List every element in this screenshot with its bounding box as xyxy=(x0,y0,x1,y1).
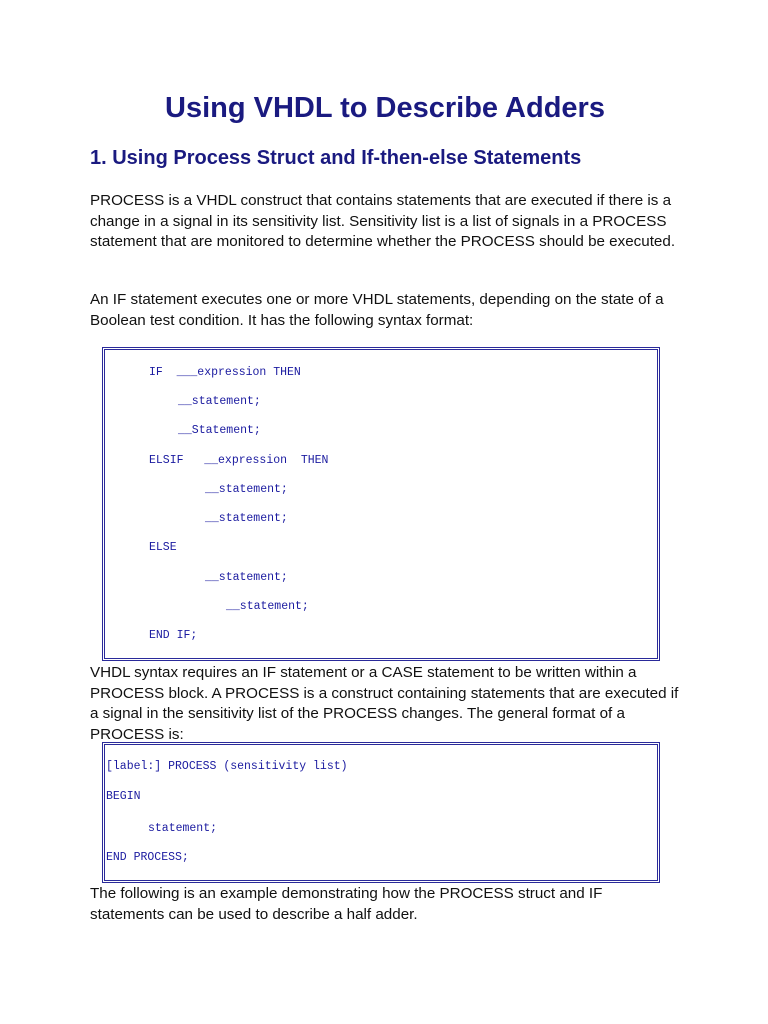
if-syntax-code-block xyxy=(102,347,660,661)
code-line: IF ___expression THEN xyxy=(149,366,301,379)
code-line: END IF; xyxy=(149,629,198,642)
code-line: END PROCESS; xyxy=(106,851,189,864)
paragraph-half-adder-example: The following is an example demonstrating how the PROCESS struct and IF statements can be used to describe a half adder. xyxy=(90,885,603,923)
code-line: ELSE xyxy=(149,541,177,554)
paragraph-process-intro: PROCESS is a VHDL construct that contains statements that are executed if there is a change in a signal in its sensitivity list. Sensitivity list is a list of signals in a PROCESS statement that are monitored to determine whether the PROCESS should be executed. xyxy=(90,192,676,250)
document-title: Using VHDL to Describe Adders xyxy=(165,92,605,124)
code-line: ELSIF __expression THEN xyxy=(149,454,329,467)
code-line: statement; xyxy=(148,822,218,835)
code-line: __Statement; xyxy=(178,424,261,437)
code-line: __statement; xyxy=(205,571,288,584)
section-heading: 1. Using Process Struct and If-then-else Statements xyxy=(90,147,582,169)
paragraph-if-intro: An IF statement executes one or more VHDL statements, depending on the state of a Boolean test condition. It has the following syntax format: xyxy=(90,291,664,329)
code-line: __statement; xyxy=(205,512,288,525)
code-line: BEGIN xyxy=(106,790,141,803)
process-syntax-code-block xyxy=(102,742,660,883)
paragraph-process-format: VHDL syntax requires an IF statement or a CASE statement to be written within a PROCESS block. A PROCESS is a construct containing statements that are executed if a signal in the sensitivity list of the PROCESS changes. The general format of a PROCESS is: xyxy=(90,664,679,743)
code-line: [label:] PROCESS (sensitivity list) xyxy=(106,760,348,773)
code-line: __statement; xyxy=(226,600,309,613)
code-line: __statement; xyxy=(205,483,288,496)
code-line: __statement; xyxy=(178,395,261,408)
